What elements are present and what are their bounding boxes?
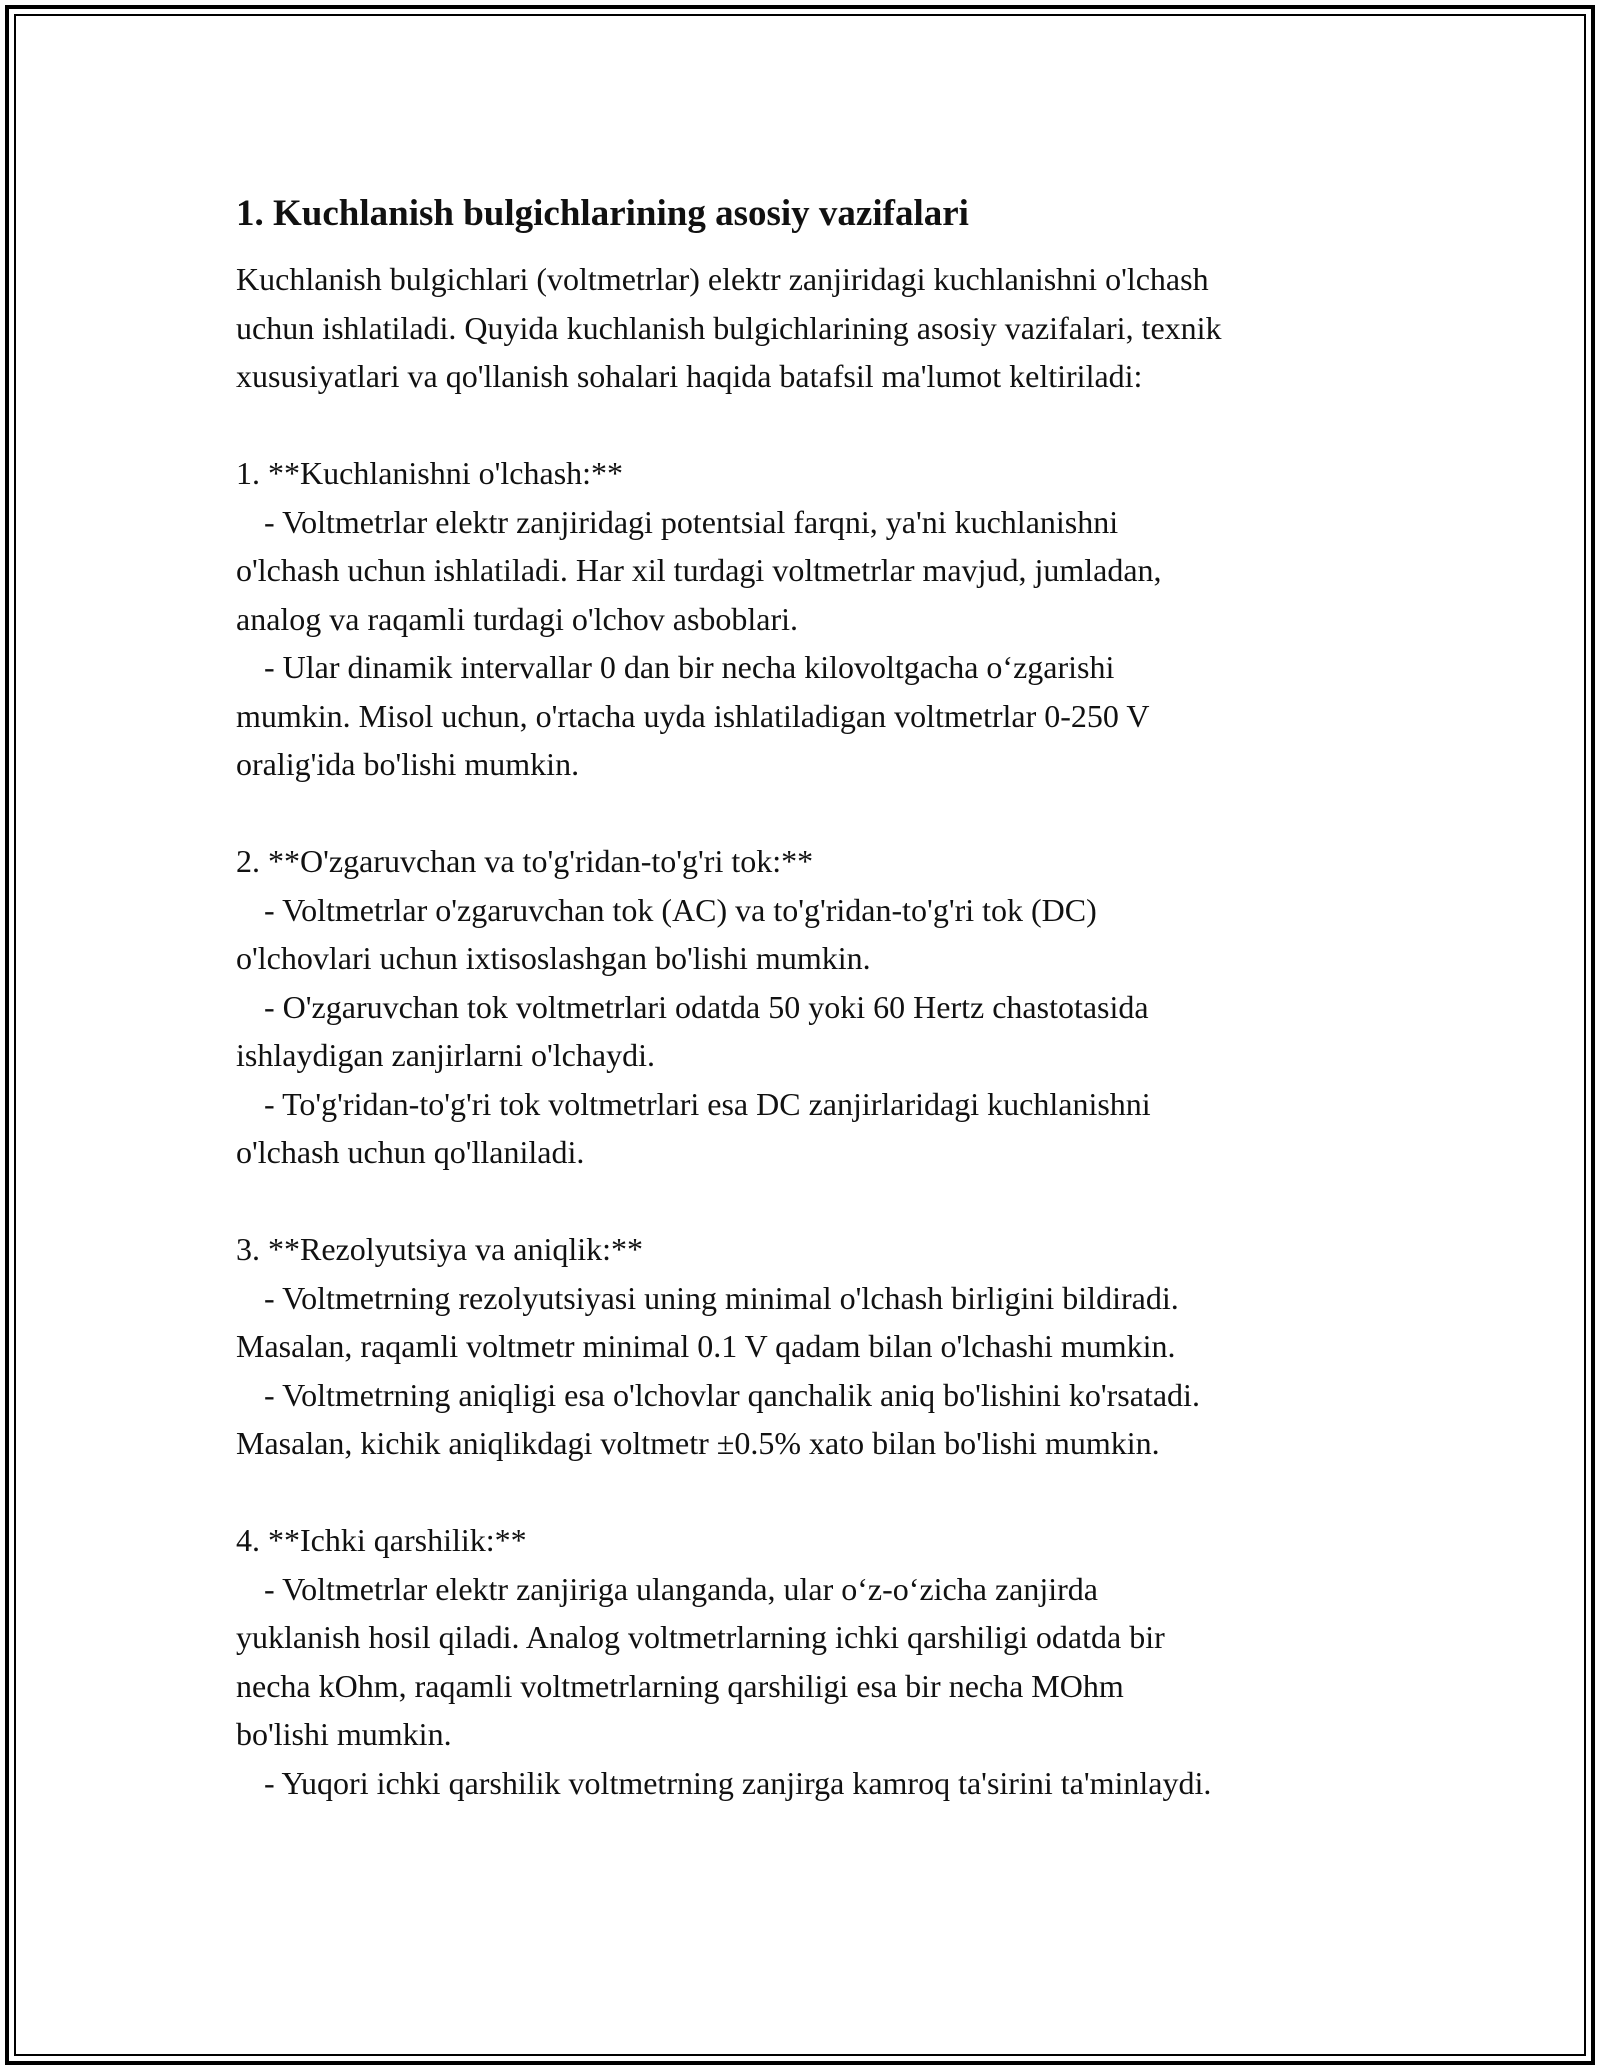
section-ac-dc <box>236 837 1396 1177</box>
bullet-line: - Voltmetrlar elektr zanjiriga ulanganda, ular o‘z-o‘zicha zanjirda <box>264 1570 1098 1607</box>
bullet-continuation: mumkin. Misol uchun, o'rtacha uyda ishlatiladigan voltmetrlar 0-250 V <box>236 697 1150 734</box>
bullet-line: - Voltmetrlar o'zgaruvchan tok (AC) va to'g'ridan-to'g'ri tok (DC) <box>264 891 1097 928</box>
bullet-line: - Yuqori ichki qarshilik voltmetrning zanjirga kamroq ta'sirini ta'minlaydi. <box>264 1764 1212 1801</box>
bullet-line: - Ular dinamik intervallar 0 dan bir necha kilovoltgacha o‘zgarishi <box>264 649 1115 685</box>
section-resolution-accuracy <box>236 1225 1396 1468</box>
bullet-line: - O'zgaruvchan tok voltmetrlari odatda 50 yoki 60 Hertz chastotasida <box>264 988 1149 1025</box>
section-title: 3. **Rezolyutsiya va aniqlik:** <box>236 1231 644 1267</box>
bullet-continuation: o'lchash uchun qo'llaniladi. <box>236 1134 585 1170</box>
section-title: 4. **Ichki qarshilik:** <box>236 1522 527 1558</box>
bullet-line: - Voltmetrlar elektr zanjiridagi potentsial farqni, ya'ni kuchlanishni <box>264 503 1119 540</box>
section-title: 1. **Kuchlanishni o'lchash:** <box>236 455 624 491</box>
bullet-line: - To'g'ridan-to'g'ri tok voltmetrlari esa DC zanjirlaridagi kuchlanishni <box>264 1085 1151 1122</box>
bullet-line: - Voltmetrning aniqligi esa o'lchovlar qanchalik aniq bo'lishini ko'rsatadi. <box>264 1376 1200 1413</box>
bullet-continuation: oralig'ida bo'lishi mumkin. <box>236 746 580 782</box>
bullet-continuation: o'lchovlari uchun ixtisoslashgan bo'lishi mumkin. <box>236 940 871 976</box>
section-internal-resistance <box>236 1516 1396 1807</box>
document-body <box>236 188 1396 1807</box>
bullet-continuation: necha kOhm, raqamli voltmetrlarning qarshiligi esa bir necha MOhm <box>236 1667 1124 1704</box>
section-title: 2. **O'zgaruvchan va to'g'ridan-to'g'ri tok:** <box>236 843 814 879</box>
intro-paragraph <box>236 255 1396 401</box>
page-heading: 1. Kuchlanish bulgichlarining asosiy vazifalari <box>236 193 969 234</box>
bullet-continuation: o'lchash uchun ishlatiladi. Har xil turdagi voltmetrlar mavjud, jumladan, <box>236 552 1162 588</box>
bullet-line: - Voltmetrning rezolyutsiyasi uning minimal o'lchash birligini bildiradi. <box>264 1279 1179 1316</box>
bullet-continuation: bo'lishi mumkin. <box>236 1716 452 1752</box>
intro-line: xususiyatlari va qo'llanish sohalari haqida batafsil ma'lumot keltiriladi: <box>236 358 1143 394</box>
intro-line: Kuchlanish bulgichlari (voltmetrlar) elektr zanjiridagi kuchlanishni o'lchash <box>236 261 1209 297</box>
bullet-continuation: analog va raqamli turdagi o'lchov asboblari. <box>236 600 799 637</box>
bullet-continuation: yuklanish hosil qiladi. Analog voltmetrlarning ichki qarshiligi odatda bir <box>236 1619 1165 1655</box>
bullet-continuation: ishlaydigan zanjirlarni o'lchaydi. <box>236 1037 655 1073</box>
bullet-continuation: Masalan, kichik aniqlikdagi voltmetr ±0.5% xato bilan bo'lishi mumkin. <box>236 1425 1160 1461</box>
intro-line: uchun ishlatiladi. Quyida kuchlanish bulgichlarining asosiy vazifalari, texnik <box>236 309 1222 346</box>
section-voltage-measurement <box>236 449 1396 789</box>
bullet-continuation: Masalan, raqamli voltmetr minimal 0.1 V qadam bilan o'lchashi mumkin. <box>236 1328 1176 1364</box>
